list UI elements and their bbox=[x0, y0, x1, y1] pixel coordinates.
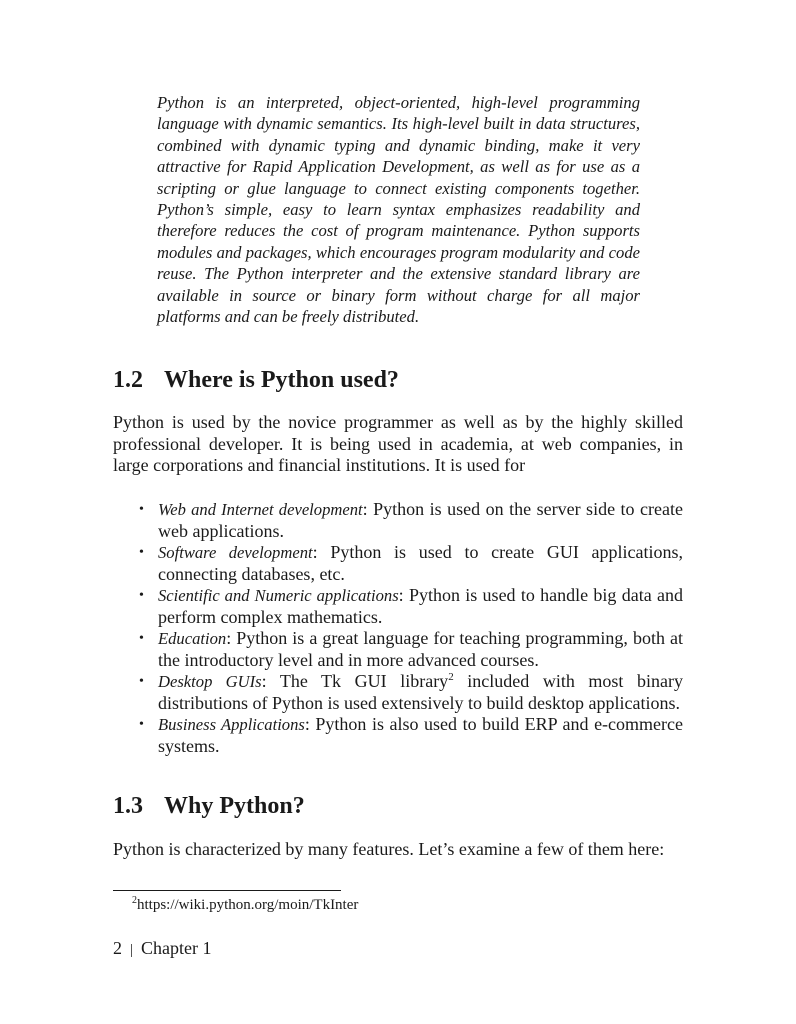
list-item-term: Education bbox=[158, 629, 227, 648]
python-definition-quote: Python is an interpreted, object-oriented, high-level programming language with dynamic semantics. Its high-level built in data structures, combined with dynamic typing and dynamic binding, make it very attractive for Rapid Application Development, as well as for use as a scripting or glue language to connect existing components together. Python’s simple, easy to learn syntax emphasizes readability and therefore reduces the cost of program maintenance. Python supports modules and packages, which encourages program modularity and code reuse. The Python interpreter and the extensive standard library are available in source or binary form without charge for all major platforms and can be freely distributed. bbox=[157, 93, 640, 327]
list-item-text: : Python is used on the server side to create web applications. bbox=[158, 499, 683, 541]
list-item-term: Software development bbox=[158, 543, 313, 562]
section-heading-why-python bbox=[113, 791, 305, 821]
bullet-icon: • bbox=[139, 545, 144, 560]
footnote bbox=[132, 895, 358, 915]
where-used-intro: Python is used by the novice programmer as well as by the highly skilled professional developer. It is being used in academia, at web companies, in large corporations and financial institutions. It is used for bbox=[113, 412, 683, 475]
section-number: 1.3 bbox=[113, 793, 143, 819]
list-item-term: Desktop GUIs bbox=[158, 672, 262, 691]
bullet-icon: • bbox=[139, 674, 144, 689]
footer-separator: | bbox=[130, 942, 134, 958]
list-item-term: Web and Internet development bbox=[158, 500, 363, 519]
section-title: Why Python? bbox=[164, 793, 305, 819]
section-title: Where is Python used? bbox=[164, 367, 399, 393]
list-item bbox=[113, 714, 683, 757]
footnote-link[interactable]: https://wiki.python.org/moin/TkInter bbox=[137, 897, 359, 913]
bullet-icon: • bbox=[139, 717, 144, 732]
footnote-reference[interactable]: 2 bbox=[448, 671, 454, 683]
list-item-text: : Python is a great language for teaching programming, both at the introductory level and in more advanced courses. bbox=[158, 628, 683, 670]
section-number: 1.2 bbox=[113, 367, 143, 393]
list-item-text-continued: included with most binary distributions of Python is used extensively to build desktop applications. bbox=[158, 671, 683, 713]
footnote-divider bbox=[113, 890, 341, 891]
bullet-icon: • bbox=[139, 588, 144, 603]
list-item bbox=[113, 585, 683, 628]
chapter-label: Chapter 1 bbox=[141, 938, 212, 958]
bullet-icon: • bbox=[139, 502, 144, 517]
list-item-text: : Python is also used to build ERP and e-commerce systems. bbox=[158, 714, 684, 756]
list-item bbox=[113, 499, 683, 542]
bullet-icon: • bbox=[139, 631, 144, 646]
footnote-marker: 2 bbox=[132, 895, 137, 906]
page-footer bbox=[113, 937, 212, 961]
list-item-text: : The Tk GUI library bbox=[261, 671, 449, 691]
list-item-text: : Python is used to create GUI applications, connecting databases, etc. bbox=[158, 542, 684, 584]
section-heading-where-used bbox=[113, 365, 399, 395]
list-item bbox=[113, 671, 683, 714]
list-item bbox=[113, 628, 683, 671]
list-item-term: Scientific and Numeric applications bbox=[158, 586, 399, 605]
page-number: 2 bbox=[113, 938, 122, 958]
list-item-term: Business Applications bbox=[158, 715, 305, 734]
list-item-text: : Python is used to handle big data and perform complex mathematics. bbox=[158, 585, 683, 627]
use-case-list bbox=[113, 499, 683, 757]
list-item bbox=[113, 542, 683, 585]
why-python-intro: Python is characterized by many features. Let’s examine a few of them here: bbox=[113, 839, 665, 859]
